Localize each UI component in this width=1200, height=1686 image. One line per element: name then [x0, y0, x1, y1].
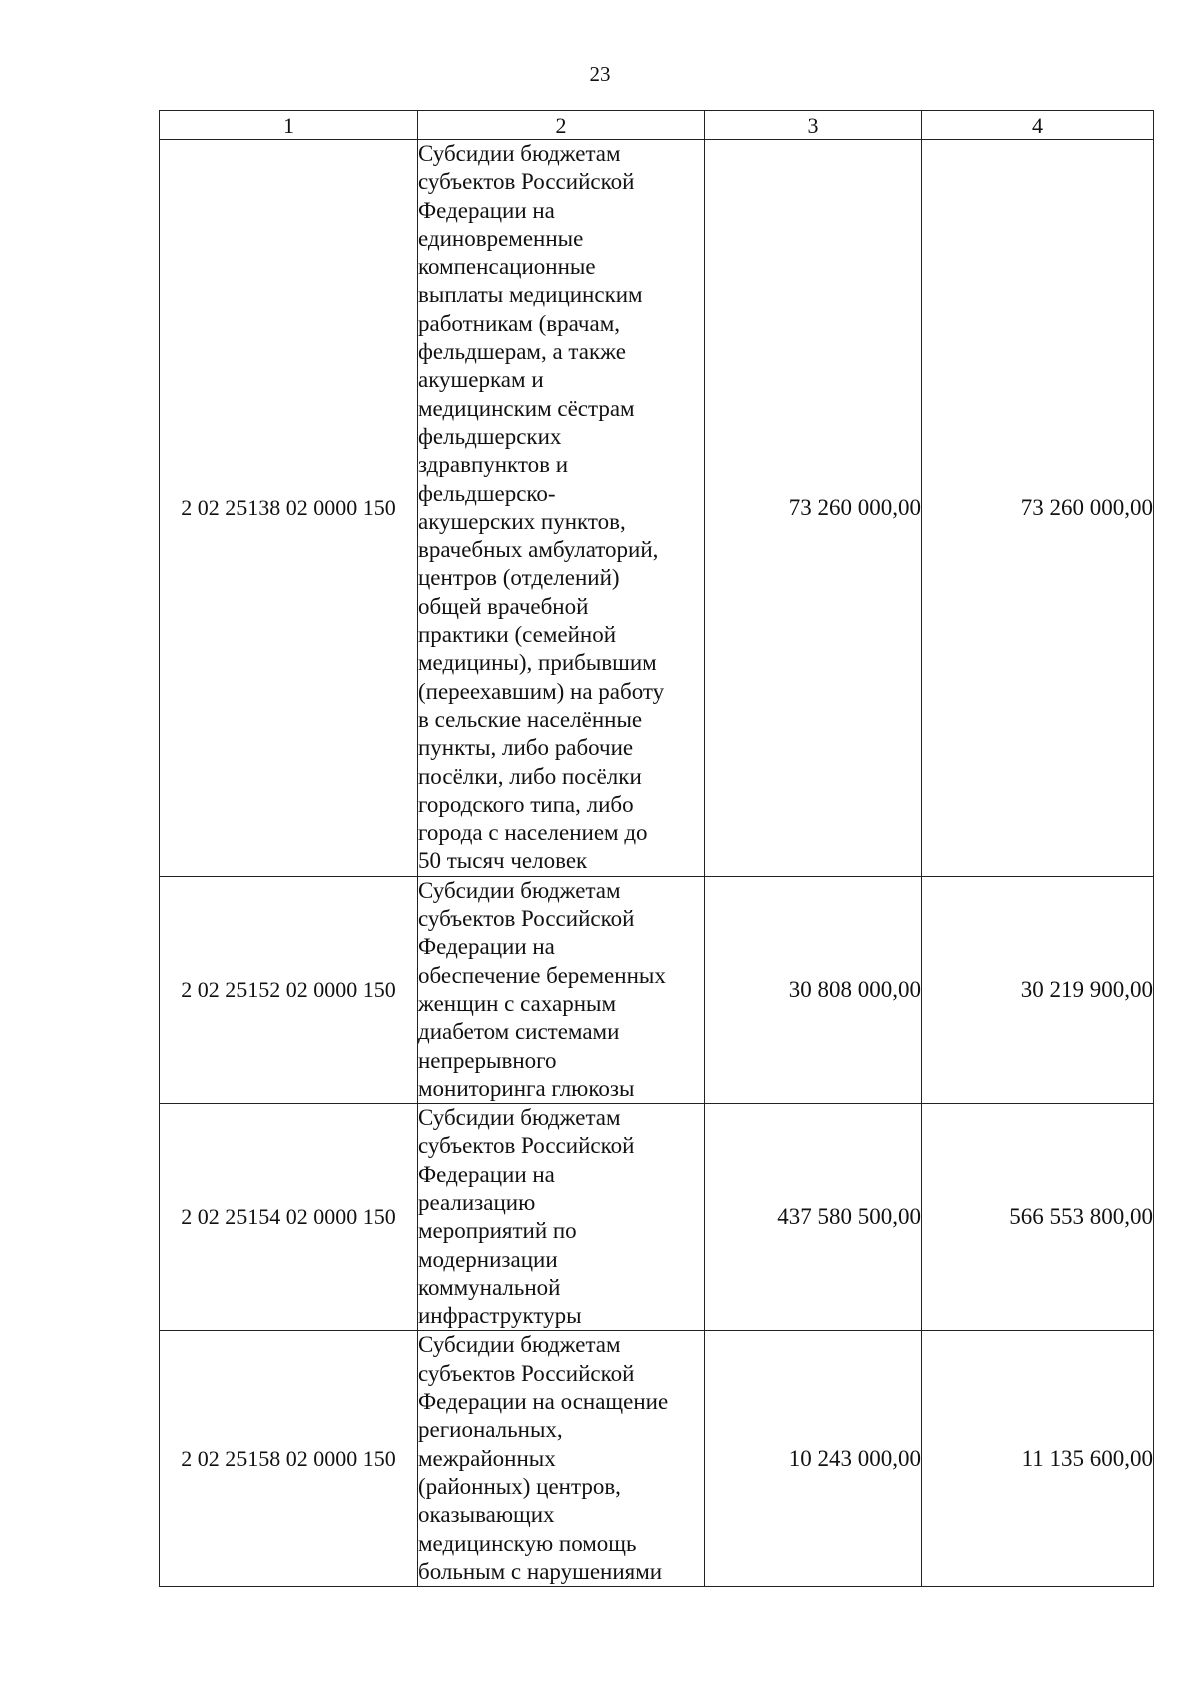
description-cell [418, 1104, 705, 1331]
description-line: медицинским сёстрам [418, 395, 635, 421]
budget-code-cell: 2 02 25138 02 0000 150 [160, 140, 418, 877]
description-line: Субсидии бюджетам [418, 877, 621, 903]
description-line: фельдшерско- [418, 480, 556, 506]
description-line: врачебных амбулаторий, [418, 537, 659, 563]
description-line: компенсационные [418, 254, 596, 280]
description-line: региональных, [418, 1417, 563, 1443]
description-line: городского типа, либо [418, 791, 634, 817]
description-line: реализацию [418, 1189, 536, 1215]
amount-col4-cell: 30 219 900,00 [922, 876, 1154, 1103]
budget-code-cell: 2 02 25158 02 0000 150 [160, 1331, 418, 1587]
description-line: здравпунктов и [418, 452, 569, 478]
table-row [160, 1104, 1154, 1331]
description-line: женщин с сахарным [418, 990, 617, 1016]
description-line: (переехавшим) на работу [418, 678, 665, 704]
table-header-row [160, 111, 1154, 140]
description-line: единовременные [418, 225, 584, 251]
description-line: города с населением до [418, 820, 648, 846]
description-line: (районных) центров, [418, 1473, 621, 1499]
description-line: Субсидии бюджетам [418, 1105, 621, 1131]
description-line: субъектов Российской [418, 169, 635, 195]
description-line: больным с нарушениями [418, 1558, 663, 1584]
description-line: практики (семейной [418, 622, 617, 648]
description-line: работникам (врачам, [418, 310, 621, 336]
budget-table [159, 110, 1154, 1587]
description-line: Субсидии бюджетам [418, 141, 621, 166]
description-line: общей врачебной [418, 593, 589, 619]
description-line: фельдшерам, а также [418, 339, 626, 365]
column-header-2: 2 [418, 111, 705, 140]
description-line: диабетом системами [418, 1019, 620, 1045]
description-line: мероприятий по [418, 1218, 577, 1244]
description-line: оказывающих [418, 1502, 555, 1528]
description-line: 50 тысяч человек [418, 848, 588, 874]
budget-code-cell: 2 02 25152 02 0000 150 [160, 876, 418, 1103]
description-line: Федерации на [418, 1161, 555, 1187]
page-number: 23 [589, 62, 611, 86]
description-line: модернизации [418, 1246, 558, 1272]
description-line: центров (отделений) [418, 565, 620, 591]
description-line: фельдшерских [418, 423, 562, 449]
budget-code-cell: 2 02 25154 02 0000 150 [160, 1104, 418, 1331]
description-line: в сельские населённые [418, 706, 643, 732]
description-cell [418, 876, 705, 1103]
description-line: медицины), прибывшим [418, 650, 657, 676]
description-line: Федерации на [418, 934, 555, 960]
table-row [160, 876, 1154, 1103]
description-line: мониторинга глюкозы [418, 1075, 635, 1101]
description-line: медицинскую помощь [418, 1530, 637, 1556]
description-cell [418, 1331, 705, 1587]
table-row [160, 140, 1154, 877]
column-header-1: 1 [160, 111, 418, 140]
description-line: коммунальной [418, 1274, 561, 1300]
description-line: Федерации на [418, 197, 555, 223]
table-body [160, 140, 1154, 1587]
description-line: акушеркам и [418, 367, 544, 393]
description-line: субъектов Российской [418, 906, 635, 932]
table-row [160, 1331, 1154, 1587]
description-line: посёлки, либо посёлки [418, 763, 642, 789]
description-line: непрерывного [418, 1047, 557, 1073]
amount-col3-cell: 73 260 000,00 [705, 140, 922, 877]
amount-col3-cell: 437 580 500,00 [705, 1104, 922, 1331]
description-line: Субсидии бюджетам [418, 1332, 621, 1358]
description-line: межрайонных [418, 1445, 556, 1471]
description-line: инфраструктуры [418, 1303, 582, 1329]
description-line: акушерских пунктов, [418, 508, 626, 534]
description-line: Федерации на оснащение [418, 1389, 669, 1415]
amount-col4-cell: 11 135 600,00 [922, 1331, 1154, 1587]
amount-col3-cell: 10 243 000,00 [705, 1331, 922, 1587]
amount-col4-cell: 566 553 800,00 [922, 1104, 1154, 1331]
column-header-4: 4 [922, 111, 1154, 140]
description-line: обеспечение беременных [418, 962, 666, 988]
amount-col4-cell: 73 260 000,00 [922, 140, 1154, 877]
column-header-3: 3 [705, 111, 922, 140]
description-cell [418, 140, 705, 877]
description-line: пункты, либо рабочие [418, 735, 634, 761]
description-line: субъектов Российской [418, 1360, 635, 1386]
description-line: субъектов Российской [418, 1133, 635, 1159]
amount-col3-cell: 30 808 000,00 [705, 876, 922, 1103]
description-line: выплаты медицинским [418, 282, 643, 308]
